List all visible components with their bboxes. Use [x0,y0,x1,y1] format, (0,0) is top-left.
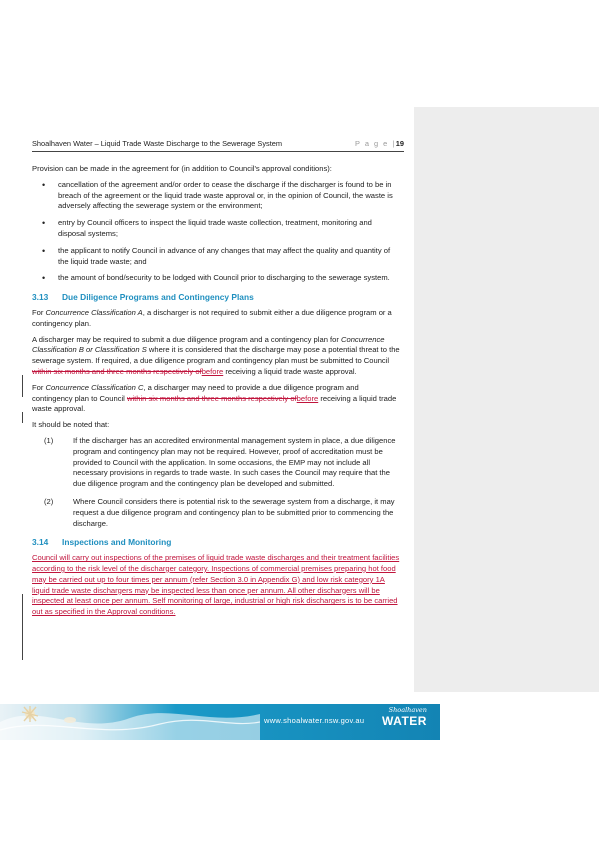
text-run: A discharger may be required to submit a due diligence program and a contingency plan for [32,334,341,344]
page-footer [0,692,440,740]
list-marker: (2) [44,496,54,506]
deleted-text[interactable]: within six months and three months respectively of [126,393,297,403]
change-bar [22,412,23,423]
paragraph [32,308,400,330]
page-label: P a g e | [355,139,396,148]
text-run: receiving a liquid trade waste approval. [223,366,357,376]
list-marker: (1) [44,435,54,445]
document-body [32,164,400,623]
text-run: For [32,382,46,392]
page-header [32,139,404,148]
list-item: • the amount of bond/security to be lodged with Council prior to discharging to the sewerage system. [32,273,400,284]
text-run: receiving a liquid trade waste approval. [32,393,397,414]
change-bar [22,594,23,660]
emphasis: Concurrence Classification C [45,382,144,392]
inserted-text[interactable]: Council will carry out inspections of the premises of liquid trade waste discharges and their treatment facilities according to the risk level of the discharger category. Inspections of commercial premises preparing hot food may be carried out up to four times per annum (refer Section 3.0 in Appendix G) and low risk category 1A liquid trade waste dischargers may be inspected less than once per annum. All other dischargers will be inspected at least once per annum. Self monitoring of large, industrial or high risk dischargers is to be carried out as specified in the Approval conditions. [32,553,400,617]
page-number [355,139,404,148]
section-heading-3-13 [32,292,400,303]
section-title: Inspections and Monitoring [62,537,172,548]
text-run: , a discharger is not required to submit either a due diligence program or a contingency plan. [32,307,392,328]
wave-decoration-icon [0,692,260,740]
comment-pane [414,107,599,692]
emphasis: Concurrence Classification A [45,307,143,317]
paragraph: It should be noted that: [32,420,110,430]
emphasis: Concurrence Classification B or Classification S [32,334,385,355]
shoalhaven-water-logo [382,706,427,728]
section-heading-3-14 [32,537,400,548]
list-item: • cancellation of the agreement and/or order to cease the discharge if the discharger is found to be in breach of the agreement or the liquid trade waste approval or, in the opinion of Council, the waste is adversely affecting the sewerage system or the environment; [32,180,400,212]
inserted-text[interactable]: before [296,393,319,403]
list-item [32,497,400,529]
text-run: For [32,307,46,317]
text-run: , a discharger may need to provide a due diligence program and contingency plan to Council [32,382,359,403]
page-number-value: 19 [395,139,404,148]
list-item: • entry by Council officers to inspect the liquid trade waste collection, treatment, monitoring and disposal systems; [32,218,400,240]
list-text: If the discharger has an accredited environmental management system in place, a due diligence program and contingency plan may not be required. However, proof of accreditation must be provided to Council with the application. In some occasions, the EMP may not include all necessary provisions in regards to trade waste. In such cases the Council may require that the due diligence program and the contingency plan be developed and submitted. [73,435,396,489]
paragraph [32,335,400,378]
footer-url[interactable]: www.shoalwater.nsw.gov.au [264,716,365,725]
inserted-paragraph [32,553,400,618]
list-text: Where Council considers there is potential risk to the sewerage system from a discharge, it may request a due diligence program and contingency plan to be submitted prior to commencing the discharge. [73,496,395,528]
header-title: Shoalhaven Water – Liquid Trade Waste Discharge to the Sewerage System [32,139,283,148]
intro-paragraph: Provision can be made in the agreement for (in addition to Council's approval conditions): [32,164,332,173]
text-run: where it is considered that the discharge may pose a potential threat to the sewerage system. If required, a due diligence program and contingency plan must be submitted to Council [32,345,400,366]
paragraph [32,383,400,415]
numbered-list [32,436,400,529]
provision-list [32,180,400,284]
header-rule [32,151,404,152]
logo-script: Shoalhaven [388,706,427,714]
section-number: 3.14 [32,537,49,548]
section-number: 3.13 [32,292,49,303]
list-item: • the applicant to notify Council in advance of any changes that may affect the quality and quantity of the liquid trade waste; and [32,246,400,268]
list-item [32,436,400,490]
inserted-text[interactable]: before [201,366,224,376]
section-title: Due Diligence Programs and Contingency Plans [62,292,254,303]
change-bar [22,375,23,397]
logo-brand: WATER [382,714,427,728]
deleted-text[interactable]: within six months and three months respectively of [32,366,202,376]
